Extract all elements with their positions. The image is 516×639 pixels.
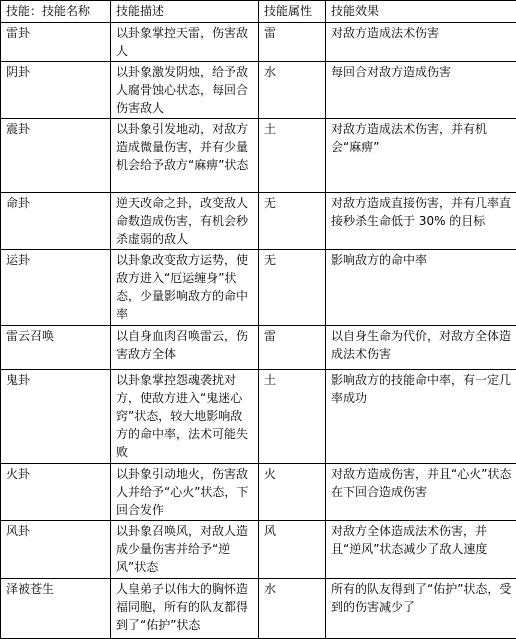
table-row bbox=[1, 579, 516, 639]
header-skill-name: 技能：技能名称 bbox=[1, 1, 111, 23]
skill-description-cell: 以卦象引发地动，对敌方造成微量伤害，并有少量机会给予敌方“麻痹”状态 bbox=[111, 119, 259, 193]
skill-description-cell: 以自身血肉召唤雷云，伤害敌方全体 bbox=[111, 326, 259, 370]
table-row bbox=[1, 119, 516, 193]
skill-name-cell: 震卦 bbox=[1, 119, 111, 193]
skill-name-cell: 火卦 bbox=[1, 464, 111, 521]
skill-name-cell: 雷卦 bbox=[1, 23, 111, 62]
table-row bbox=[1, 193, 516, 250]
skill-description-cell: 以卦象激发阴烛，给予敌人腐骨蚀心状态，每回合伤害敌人 bbox=[111, 62, 259, 119]
skill-name-cell: 雷云召唤 bbox=[1, 326, 111, 370]
skill-name-cell: 命卦 bbox=[1, 193, 111, 250]
skill-attribute-cell: 无 bbox=[259, 250, 326, 326]
table-row bbox=[1, 464, 516, 521]
header-skill-effect: 技能效果 bbox=[326, 1, 516, 23]
skill-effect-cell: 对敌方造成法术伤害 bbox=[326, 23, 516, 62]
skill-name-cell: 泽被苍生 bbox=[1, 579, 111, 639]
skill-effect-cell: 影响敌方的命中率 bbox=[326, 250, 516, 326]
skill-attribute-cell: 水 bbox=[259, 579, 326, 639]
table-row bbox=[1, 23, 516, 62]
skill-description-cell: 逆天改命之卦，改变敌人命数造成伤害，有机会秒杀虚弱的敌人 bbox=[111, 193, 259, 250]
skill-effect-cell: 对敌方造成直接伤害，并有几率直接秒杀生命低于 30% 的目标 bbox=[326, 193, 516, 250]
skill-description-cell: 以卦象召唤风，对敌人造成少量伤害并给予“逆风”状态 bbox=[111, 521, 259, 579]
skill-attribute-cell: 雷 bbox=[259, 326, 326, 370]
table-row bbox=[1, 521, 516, 579]
header-row bbox=[1, 1, 516, 23]
table-row bbox=[1, 326, 516, 370]
skill-attribute-cell: 风 bbox=[259, 521, 326, 579]
skill-description-cell: 以卦象掌控怨魂袭扰对方，使敌方进入“鬼迷心窍”状态，较大地影响敌方的命中率，法术可能失败 bbox=[111, 370, 259, 464]
skill-effect-cell: 所有的队友得到了“佑护”状态，受到的伤害减少了 bbox=[326, 579, 516, 639]
header-skill-description: 技能描述 bbox=[111, 1, 259, 23]
skill-attribute-cell: 土 bbox=[259, 370, 326, 464]
skill-effect-cell: 以自身生命为代价，对敌方全体造成法术伤害 bbox=[326, 326, 516, 370]
skill-effect-cell: 对敌方造成伤害，并且“心火”状态在下回合造成伤害 bbox=[326, 464, 516, 521]
skill-effect-cell: 每回合对敌方造成伤害 bbox=[326, 62, 516, 119]
skill-effect-cell: 影响敌方的技能命中率，有一定几率成功 bbox=[326, 370, 516, 464]
header-skill-attribute: 技能属性 bbox=[259, 1, 326, 23]
skill-description-cell: 人皇弟子以伟大的胸怀造福同胞，所有的队友都得到了“佑护”状态 bbox=[111, 579, 259, 639]
table-row bbox=[1, 370, 516, 464]
skill-attribute-cell: 土 bbox=[259, 119, 326, 193]
skill-attribute-cell: 火 bbox=[259, 464, 326, 521]
skill-description-cell: 以卦象掌控天雷，伤害敌人 bbox=[111, 23, 259, 62]
skill-name-cell: 运卦 bbox=[1, 250, 111, 326]
skill-description-cell: 以卦象引动地火，伤害敌人并给予“心火”状态，下回合发作 bbox=[111, 464, 259, 521]
skill-attribute-cell: 无 bbox=[259, 193, 326, 250]
skill-attribute-cell: 雷 bbox=[259, 23, 326, 62]
skill-name-cell: 阴卦 bbox=[1, 62, 111, 119]
skill-effect-cell: 对敌方造成法术伤害，并有机会“麻痹” bbox=[326, 119, 516, 193]
skill-effect-cell: 对敌方全体造成法术伤害，并且“逆风”状态减少了敌人速度 bbox=[326, 521, 516, 579]
skill-name-cell: 鬼卦 bbox=[1, 370, 111, 464]
skill-name-cell: 风卦 bbox=[1, 521, 111, 579]
skill-description-cell: 以卦象改变敌方运势，使敌方进入“厄运缠身”状态，少量影响敌方的命中率 bbox=[111, 250, 259, 326]
table-row bbox=[1, 250, 516, 326]
skill-attribute-cell: 水 bbox=[259, 62, 326, 119]
table-row bbox=[1, 62, 516, 119]
